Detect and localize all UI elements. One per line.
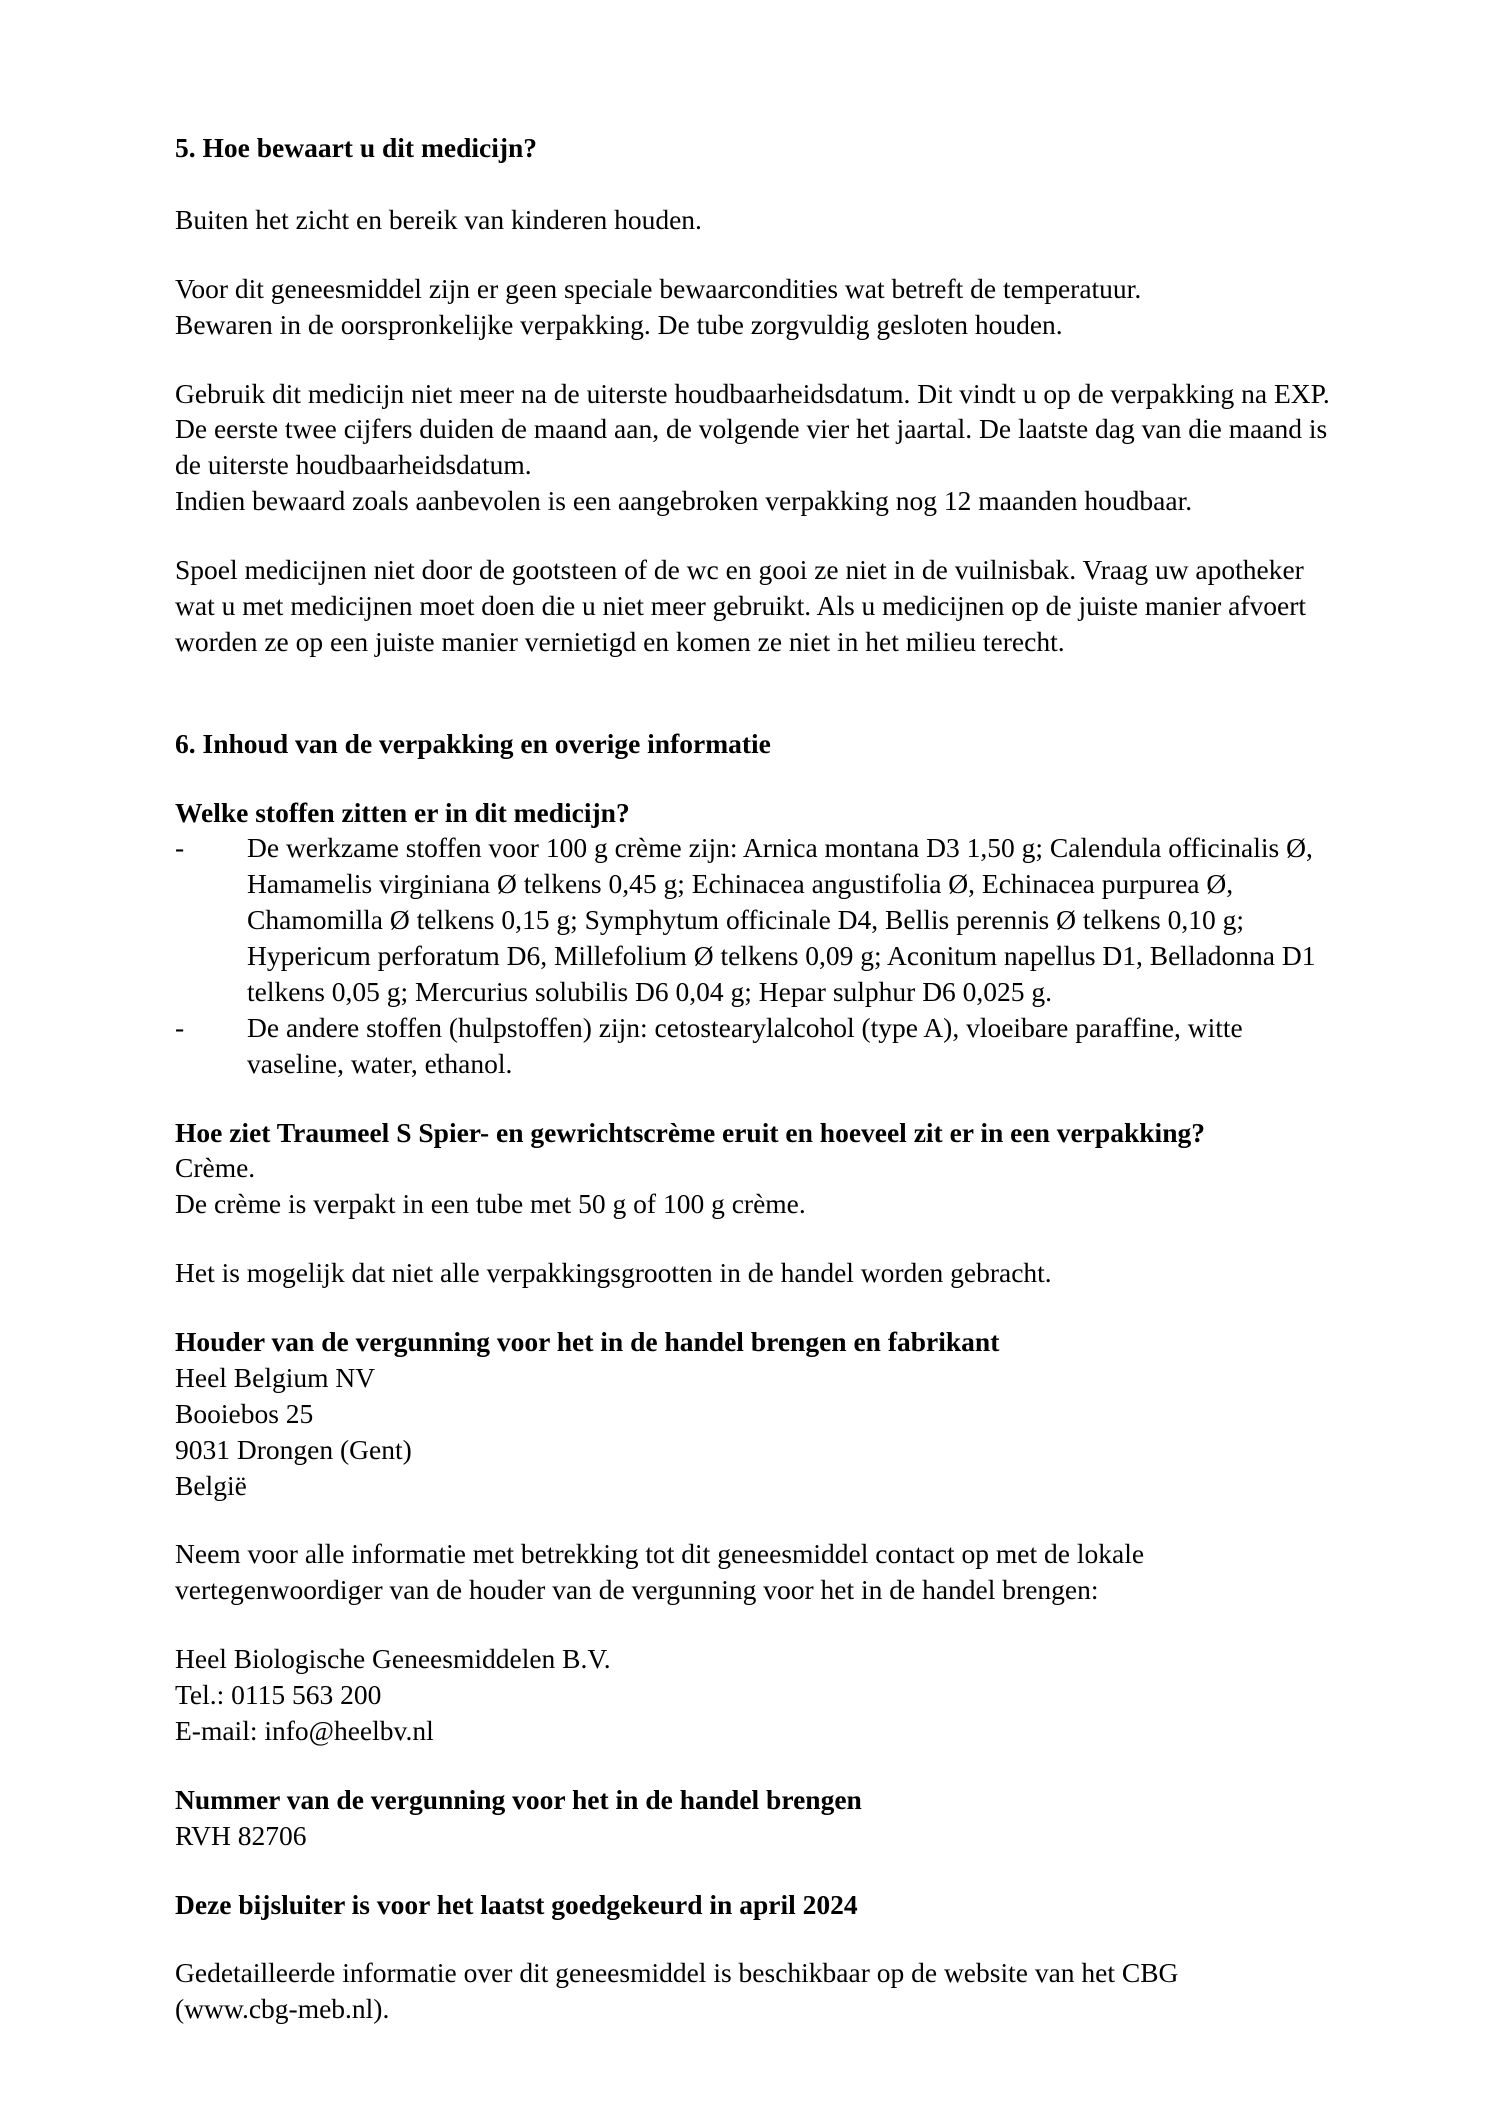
local-representative-intro: Neem voor alle informatie met betrekking tot dit geneesmiddel contact op met de lokale vertegenwoordiger van de houder van de vergunning voor het in de handel brengen: xyxy=(175,1538,1145,1606)
spacer xyxy=(175,1854,1335,1887)
marketing-holder-address-line: Heel Belgium NV xyxy=(175,1361,376,1393)
section-5-heading: 5. Hoe bewaart u dit medicijn? xyxy=(175,132,538,163)
approval-date-heading: Deze bijsluiter is voor het laatst goedgekeurd in april 2024 xyxy=(175,1888,858,1920)
appearance-heading: Hoe ziet Traumeel S Spier- en gewrichtscrème eruit en hoeveel zit er in een verpakking? xyxy=(175,1116,1205,1148)
appearance-line-2: De crème is verpakt in een tube met 50 g of 100 g crème. xyxy=(175,1188,806,1220)
spacer xyxy=(175,1503,1335,1536)
excipients-text: De andere stoffen (hulpstoffen) zijn: cetostearylalcohol (type A), vloeibare paraffine, witte vaseline, water, ethanol. xyxy=(247,1011,1243,1079)
bullet-marker-icon: - xyxy=(175,1011,185,1043)
marketing-holder-address-line: België xyxy=(175,1469,247,1501)
spacer xyxy=(175,1291,1335,1324)
website-note-line-1: Gedetailleerde informatie over dit geneesmiddel is beschikbaar op de website van het CBG xyxy=(175,1957,1179,1989)
spacer xyxy=(175,343,1335,376)
ingredients-list xyxy=(175,830,1335,1081)
keep-out-of-reach-paragraph: Buiten het zicht en bereik van kinderen houden. xyxy=(175,203,702,235)
spacer xyxy=(175,166,1335,202)
authorisation-number-value: RVH 82706 xyxy=(175,1819,307,1851)
spacer xyxy=(175,238,1335,271)
spacer xyxy=(175,1222,1335,1255)
appearance-line-1: Crème. xyxy=(175,1152,256,1184)
document-body xyxy=(175,130,1335,2027)
marketing-holder-address-line: Booiebos 25 xyxy=(175,1397,314,1429)
spacer xyxy=(175,1749,1335,1782)
section-6-heading: 6. Inhoud van de verpakking en overige informatie xyxy=(175,727,771,759)
list-item xyxy=(175,830,1335,1009)
authorisation-number-heading: Nummer van de vergunning voor het in de handel brengen xyxy=(175,1783,862,1815)
local-representative-name: Heel Biologische Geneesmiddelen B.V. xyxy=(175,1643,611,1675)
spacer xyxy=(175,519,1335,552)
storage-conditions-line-1: Voor dit geneesmiddel zijn er geen speciale bewaarcondities wat betreft de temperatuur. xyxy=(175,272,1142,304)
spacer xyxy=(175,660,1335,726)
active-substances-text: De werkzame stoffen voor 100 g crème zijn: Arnica montana D3 1,50 g; Calendula officinalis Ø, Hamamelis virginiana Ø telkens 0,45 g; Echinacea angustifolia Ø, Echinacea purpurea Ø, Chamomilla Ø telkens 0,15 g; Symphytum officinale D4, Bellis perennis Ø telkens 0,10 g; Hypericum perforatum D6, Millefolium Ø telkens 0,09 g; Aconitum napellus D1, Belladonna D1 telkens 0,05 g; Mercurius solubilis D6 0,04 g; Hepar sulphur D6 0,025 g. xyxy=(247,832,1316,1007)
opened-package-shelf-life: Indien bewaard zoals aanbevolen is een aangebroken verpakking nog 12 maanden houdbaar. xyxy=(175,485,1193,517)
marketing-holder-heading: Houder van de vergunning voor het in de handel brengen en fabrikant xyxy=(175,1326,1000,1357)
local-representative-phone: Tel.: 0115 563 200 xyxy=(175,1679,382,1710)
spacer xyxy=(175,762,1335,795)
ingredients-heading: Welke stoffen zitten er in dit medicijn? xyxy=(175,796,630,828)
spacer xyxy=(175,1082,1335,1115)
marketing-holder-address-line: 9031 Drongen (Gent) xyxy=(175,1433,412,1465)
list-item xyxy=(175,1010,1335,1082)
storage-conditions-line-2: Bewaren in de oorspronkelijke verpakking. De tube zorgvuldig gesloten houden. xyxy=(175,308,1063,340)
website-note-line-2: (www.cbg-meb.nl). xyxy=(175,1993,390,2025)
bullet-marker-icon: - xyxy=(175,832,185,864)
disposal-paragraph: Spoel medicijnen niet door de gootsteen of de wc en gooi ze niet in de vuilnisbak. Vraag uw apotheker wat u met medicijnen moet doen die u niet meer gebruikt. Als u medicijnen op de juiste manier afvoert worden ze op een juiste manier vernietigd en komen ze niet in het milieu terecht. xyxy=(175,554,1306,657)
spacer xyxy=(175,1608,1335,1641)
spacer xyxy=(175,1922,1335,1955)
availability-note: Het is mogelijk dat niet alle verpakkingsgrootten in de handel worden gebracht. xyxy=(175,1257,1052,1289)
expiry-date-paragraph: Gebruik dit medicijn niet meer na de uiterste houdbaarheidsdatum. Dit vindt u op de verpakking na EXP. De eerste twee cijfers duiden de maand aan, de volgende vier het jaartal. De laatste dag van die maand is de uiterste houdbaarheidsdatum. xyxy=(175,377,1330,481)
local-representative-email: E-mail: info@heelbv.nl xyxy=(175,1714,434,1746)
